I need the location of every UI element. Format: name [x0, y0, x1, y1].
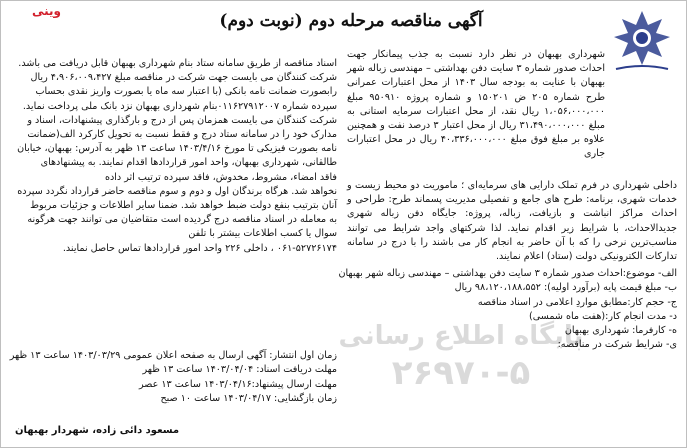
item-subject: الف- موضوع:احداث صدور شماره ۳ سایت دفن بهداشتی – مهندسی زباله شهر بهبهان: [338, 268, 677, 279]
notice-intro: [347, 48, 605, 162]
condition-line: آنان بترتیب بنفع دولت ضبط خواهد شد. ضمنا سایر اطلاعات و جزئیات مربوط: [30, 200, 337, 212]
municipality-emblem-icon: [604, 5, 680, 91]
watermark-line-2: ۲۶۹۷۰-۵: [391, 353, 531, 393]
condition-line: رابصورت ضمانت نامه بانکی (با اعتبار سه ماه یا بصورت واریز نقدی بحساب: [35, 86, 337, 98]
condition-line: نامه بصورت فیزیکی تا مورخ ۱۴۰۳/۴/۱۶ ساعت ۱۳ ظهر به آدرس: بهبهان، خیابان: [17, 143, 337, 155]
condition-line: سپرده شماره ۰۱۱۶۲۷۹۱۲۰۰۷بنام شهرداری بهبهان نزد بانک ملی پرداخت نماید.: [22, 100, 337, 112]
condition-line: شرکت کنندگان می بایست همزمان پس از درج و بارگذاری پیشنهادات، اسناد و: [27, 114, 337, 126]
item-conditions: ی- شرایط شرکت در مناقصه:: [557, 339, 677, 351]
item-employer: ه- کارفرما: شهرداری بهبهان: [564, 325, 677, 337]
date-proposal-deadline: مهلت ارسال پیشنهاد:۱۴۰۳/۰۴/۱۶ ساعت ۱۳ عصر: [139, 378, 337, 390]
municipality-logo: [604, 5, 680, 91]
notice-title: آگهی مناقصه مرحله دوم (نوبت دوم): [219, 11, 483, 31]
tender-items: [338, 267, 677, 353]
date-first-publication: زمان اول انتشار: آگهی ارسال به صفحه اعلان عمومی ۱۴۰۳/۰۳/۲۹ ساعت ۱۳ ظهر: [9, 350, 337, 361]
condition-line: مدارک خود را در سامانه ستاد درج و فقط نسبت به تحویل کارکرد الف(ضمانت: [27, 129, 337, 141]
date-document-deadline: مهلت دریافت اسناد: ۱۴۰۳/۰۴/۰۴ ساعت ۱۳ ظهر: [142, 364, 337, 376]
conditions-column: [15, 57, 337, 256]
watermark-line-1: پایگاه اطلاع رسانی: [338, 321, 584, 351]
condition-line: فاقد امضاء، مشروط، مخدوش، فاقد سپرده ترتیب اثر داده: [104, 171, 337, 183]
notice-intro-continued: [347, 179, 677, 264]
condition-line: طالقانی، شهرداری بهبهان، واحد امور قراردادها اقدام نمایند. به پیشنهادهای: [40, 157, 337, 169]
item-duration: د- مدت انجام کار:(هفت ماه شمسی): [529, 310, 677, 322]
signature: مسعود دائی زاده، شهردار بهبهان: [15, 425, 180, 436]
date-opening: زمان بازگشایی: ۱۴۰۳/۰۴/۱۷ ساعت ۱۰ صبح: [160, 392, 337, 404]
condition-line: به معامله در اسناد مناقصه درج گردیده است متقاضیان می توانند جهت هرگونه: [27, 214, 337, 226]
corner-mark: وینی: [31, 4, 61, 18]
item-base-price: ب- مبلغ قیمت پایه (برآورد اولیه): ۹۸،۱۲۰،۱۸۸،۵۵۲ ریال: [454, 282, 677, 294]
intro-continued-paragraph: داخلی شهرداری در فرم تملک دارایی های سرمایه‌ای ؛ ماموریت دو محیط زیست و خدمات شهری، برنامه: طرح های جامع و تفصیلی مدیریت پسماند طرح: طراحی و احداث مراکز انباشت و بازیافت، زباله، پروژه: جایگاه دفن زباله شهری جدیدالاحداث، با شرایط زیر اقدام نماید. لذا شرکتهای واجد شرایط می توانند مناسب‌ترین نرخی را که با آن حاضر به انجام کار می باشند را با درج در سامانه تدارکات الکترونیکی دولت (ستاد) اعلام نمایند.: [347, 180, 677, 263]
item-work-volume: ج- حجم کار:مطابق مواردِ اعلامی در اسناد مناقصه: [477, 296, 677, 308]
condition-line: اسناد مناقصه از طریق سامانه ستاد بنام شهرداری بهبهان قابل دریافت می باشد.: [18, 58, 337, 69]
schedule-dates: [9, 349, 337, 406]
condition-line: ۰۶۱-۵۲۷۲۶۱۷۴ ، داخلی ۲۲۶ واحد امور قراردادها تماس حاصل نمایند.: [62, 242, 337, 254]
condition-line: سوال یا کسب اطلاعات بیشتر با تلفن: [188, 228, 337, 240]
condition-line: نخواهد شد. هرگاه برندگان اول و دوم و سوم مناقصه حاضر قرارداد نگردد سپرده: [17, 185, 337, 197]
intro-paragraph: شهرداری بهبهان در نظر دارد نسبت به جذب پیمانکار جهت احداث صدور شماره ۳ سایت دفن بهداشتی – مهندسی زباله شهر بهبهان با عنایت به بودجه سال ۱۴۰۳ از محل اعتبارات عمرانی طرح شماره ۲۰۵ ض ۱۵۰۲۰۱ و شماره پروژه ۹۵۰۹۱۰ مبلغ ۱،۰۵۶،۰۰۰،۰۰۰ ریال نقد، از محل اعتبارات سرمایه استانی به مبلغ ۳۱،۴۹۰،۰۰۰،۰۰۰ ریال از محل اعتبار ۳ درصد نفت و همچنین علاوه بر مبلغ فوق مبلغ ۴۰،۳۳۶،۰۰۰،۰۰۰ ریال در محل اعتبارات جاری: [347, 49, 605, 160]
condition-line: شرکت کنندگان می بایست جهت شرکت در مناقصه مبلغ ۴،۹۰۶،۰۰۹،۴۲۷ ریال: [30, 72, 337, 84]
